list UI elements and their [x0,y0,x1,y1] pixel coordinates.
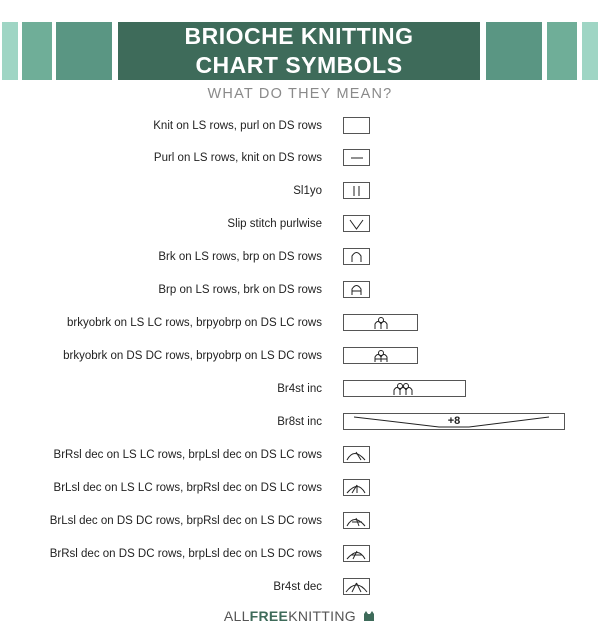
symbol-row [0,346,600,366]
yarn-cat-icon [362,610,376,622]
title-line-2: CHART SYMBOLS [195,52,403,78]
symbol-label: Sl1yo [293,185,322,197]
symbol-row [0,445,600,465]
crossed-arch-icon [343,281,370,298]
symbol-label: BrLsl dec on DS DC rows, brpRsl dec on LS DC rows [49,515,322,527]
footer-free: FREE [249,608,289,624]
symbol-row [0,511,600,531]
symbol-row [0,214,600,234]
symbol-row [0,412,600,432]
increase-count-text: +8 [447,415,461,427]
right-slant-decrease-dc-icon [343,545,370,562]
symbol-row [0,148,600,168]
right-slant-decrease-icon [343,446,370,463]
symbol-label: Slip stitch purlwise [227,218,322,230]
left-stripe-1 [2,22,18,80]
left-stripe-3 [56,22,112,80]
left-slant-decrease-dc-icon [343,512,370,529]
symbol-label: Brp on LS rows, brk on DS rows [158,284,322,296]
right-stripe-1 [582,22,598,80]
v-shape-icon [343,215,370,232]
symbol-row [0,544,600,564]
symbol-label: Br4st inc [277,383,322,395]
symbol-row [0,280,600,300]
horizontal-dash-icon [343,149,370,166]
symbol-label: BrLsl dec on LS LC rows, brpRsl dec on DS LC rows [53,482,322,494]
double-vertical-bar-icon [343,182,370,199]
symbol-row [0,247,600,267]
four-stitch-decrease-icon [343,578,370,595]
right-stripe-3 [486,22,542,80]
symbol-row [0,577,600,597]
title-banner [118,22,480,80]
symbol-label: brkyobrk on LS LC rows, brpyobrp on DS LC rows [66,317,322,329]
footer-logo [0,608,600,624]
subtitle: WHAT DO THEY MEAN? [207,86,393,102]
symbol-label: Br8st inc [277,416,322,428]
symbol-row [0,379,600,399]
symbol-row [0,116,600,136]
left-slant-decrease-icon [343,479,370,496]
symbol-label: Brk on LS rows, brp on DS rows [158,251,322,263]
symbol-label: Knit on LS rows, purl on DS rows [153,120,322,132]
triple-arch-crossed-icon [343,347,418,364]
left-stripe-2 [22,22,52,80]
increase-eight-icon [343,413,565,430]
symbol-label: BrRsl dec on DS DC rows, brpLsl dec on LS DC rows [49,548,322,560]
symbol-label: Br4st dec [273,581,322,593]
quad-arch-icon [343,380,466,397]
symbol-label: Purl on LS rows, knit on DS rows [153,152,322,164]
arch-icon [343,248,370,265]
footer-all: ALL [223,608,250,624]
triple-arch-icon [343,314,418,331]
empty-box-icon [343,117,370,134]
symbol-row [0,313,600,333]
right-stripe-2 [547,22,577,80]
symbol-row [0,478,600,498]
symbol-row [0,181,600,201]
symbol-label: brkyobrk on DS DC rows, brpyobrp on LS DC rows [63,350,322,362]
footer-knitting: KNITTING [288,608,356,624]
symbol-label: BrRsl dec on LS LC rows, brpLsl dec on DS LC rows [53,449,322,461]
title-line-1: BRIOCHE KNITTING [184,23,414,49]
